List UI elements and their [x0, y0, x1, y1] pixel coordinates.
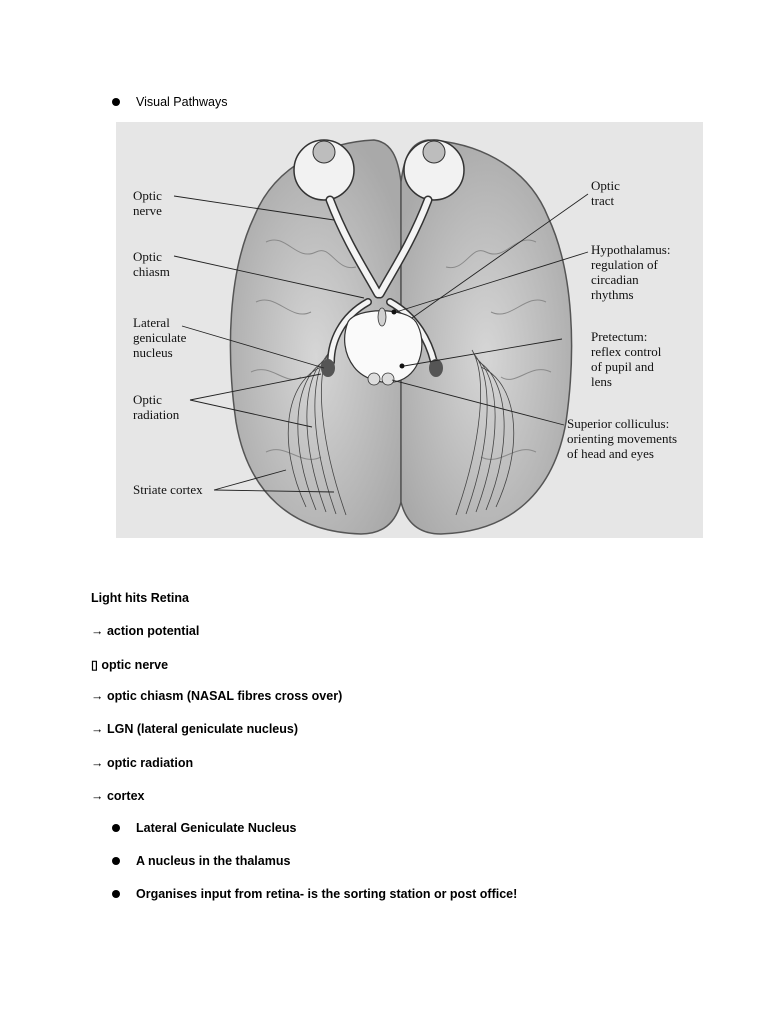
right-lens: [423, 141, 445, 163]
label-optic-chiasm: Optic chiasm: [133, 249, 170, 279]
superior-colliculus-left: [368, 373, 380, 385]
label-optic-radiation: Optic radiation: [133, 392, 180, 422]
pathway-step-6: → optic radiation: [91, 756, 194, 770]
superior-colliculus-right: [382, 373, 394, 385]
bullet-dot-icon: [112, 824, 120, 832]
hypothalamus-dot: [392, 310, 397, 315]
label-pretectum: Pretectum: reflex control of pupil and lens: [591, 329, 662, 389]
lgn-bullet-3: [112, 887, 517, 901]
label-optic-nerve: Optic nerve: [133, 188, 162, 218]
label-optic-tract: Optic tract: [591, 178, 620, 208]
bullet-dot-icon: [112, 890, 120, 898]
lgn-bullet-text: Organises input from retina- is the sorting station or post office!: [136, 887, 518, 901]
lgn-bullet-1: [112, 821, 296, 835]
left-lens: [313, 141, 335, 163]
pathway-step-7: → cortex: [91, 789, 145, 803]
visual-pathways-figure: [116, 122, 703, 538]
pathway-step-3: ▯ optic nerve: [91, 658, 169, 672]
lgn-bullet-2: [112, 854, 290, 868]
label-superior-colliculus: Superior colliculus: orienting movements of head and eyes: [567, 416, 678, 461]
lgn-bullet-text: A nucleus in the thalamus: [136, 854, 291, 868]
heading-text: Visual Pathways: [136, 95, 228, 109]
pathway-step-1: Light hits Retina: [91, 591, 189, 605]
bullet-dot-icon: [112, 857, 120, 865]
pathway-step-4: → optic chiasm (NASAL fibres cross over): [91, 689, 343, 703]
lgn-bullet-text: Lateral Geniculate Nucleus: [136, 821, 297, 835]
label-hypothalamus: Hypothalamus: regulation of circadian rhythms: [591, 242, 671, 302]
pretectum-dot: [400, 364, 405, 369]
label-striate-cortex: Striate cortex: [133, 482, 203, 497]
pathway-step-2: → action potential: [91, 624, 200, 638]
hypothalamus-nucleus: [378, 308, 386, 326]
bullet-dot-icon: [112, 98, 120, 106]
bullet-visual-pathways: [112, 95, 228, 109]
label-lgn: Lateral geniculate nucleus: [133, 315, 187, 360]
pathway-step-5: → LGN (lateral geniculate nucleus): [91, 722, 298, 736]
